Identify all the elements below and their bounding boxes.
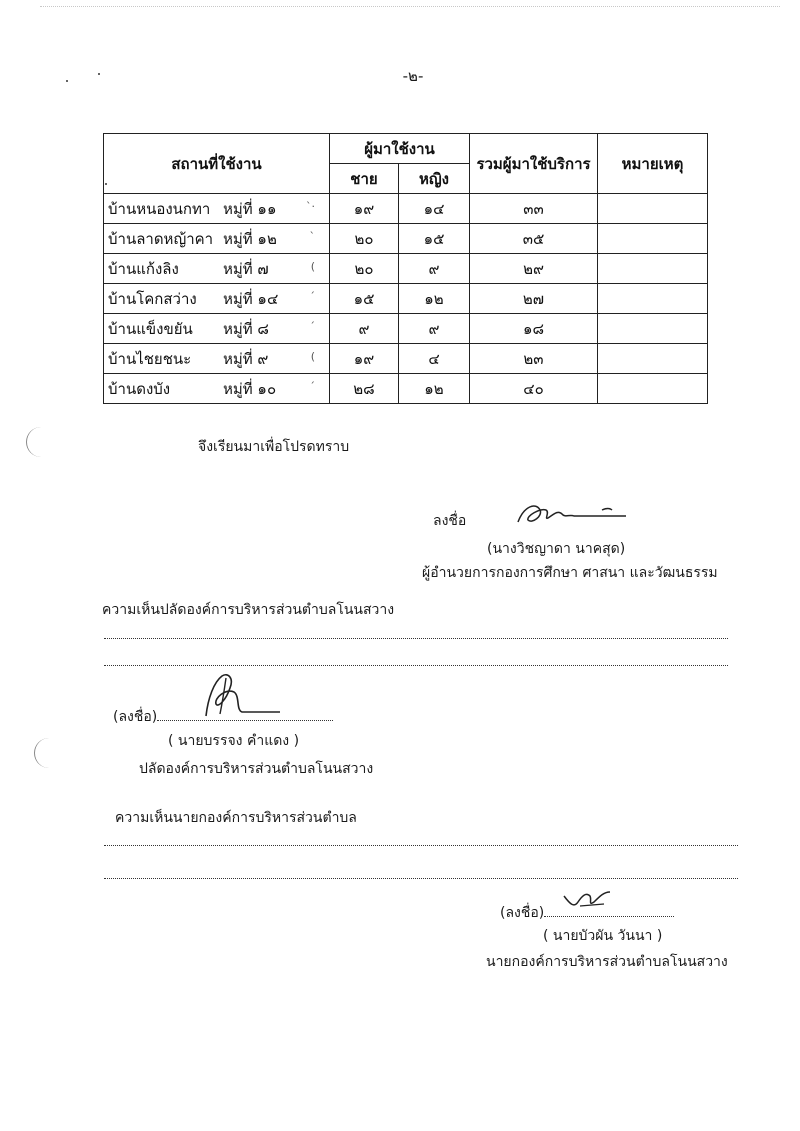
table-row	[104, 314, 708, 344]
closing-text: จึงเรียนมาเพื่อโปรดทราบ	[198, 439, 350, 455]
header-place: สถานที่ใช้งาน	[104, 134, 330, 194]
signature-label: (ลงชื่อ)	[500, 905, 545, 921]
male-count: ๒๐	[330, 254, 399, 284]
place-name: บ้านดงบัง	[108, 379, 171, 398]
signer-position: ปลัดองค์การบริหารส่วนตำบลโนนสวาง	[139, 761, 374, 777]
male-count: ๑๙	[330, 194, 399, 224]
village-number: หมู่ที่ ๑๐	[223, 379, 277, 398]
check-mark: (	[310, 350, 315, 363]
dotted-line	[104, 665, 728, 666]
village-number: หมู่ที่ ๗	[223, 259, 269, 278]
place-name: บ้านแข็งขยัน	[108, 319, 193, 338]
female-count: ๙	[399, 314, 470, 344]
female-count: ๔	[399, 344, 470, 374]
remark-cell	[598, 284, 708, 314]
female-count: ๑๕	[399, 224, 470, 254]
place-name: บ้านหนองนกทา	[108, 199, 211, 218]
female-count: ๑๒	[399, 284, 470, 314]
page-number: -๒-	[402, 67, 424, 85]
total-count: ๑๘	[470, 314, 598, 344]
signer-position: นายกองค์การบริหารส่วนตำบลโนนสวาง	[486, 954, 728, 970]
remark-cell	[598, 254, 708, 284]
signature-label: (ลงชื่อ)	[113, 709, 158, 725]
usage-table	[103, 133, 708, 404]
male-count: ๒๘	[330, 374, 399, 404]
female-count: ๑๔	[399, 194, 470, 224]
male-count: ๑๕	[330, 284, 399, 314]
check-mark: ´	[309, 380, 315, 393]
header-male: ชาย	[330, 164, 399, 194]
remark-cell	[598, 344, 708, 374]
opinion-heading: ความเห็นปลัดองค์การบริหารส่วนตำบลโนนสวาง	[102, 602, 395, 618]
signer-name: ( นายบรรจง คำแดง )	[168, 733, 300, 749]
remark-cell	[598, 314, 708, 344]
total-count: ๒๗	[470, 284, 598, 314]
scan-edge	[40, 6, 780, 7]
total-count: ๒๓	[470, 344, 598, 374]
signer-name: (นางวิชญาดา นาคสุด)	[487, 541, 626, 557]
male-count: ๑๙	[330, 344, 399, 374]
header-remark: หมายเหตุ	[598, 134, 708, 194]
dotted-line	[104, 845, 738, 846]
check-mark: (	[310, 260, 315, 273]
signature-label: ลงชื่อ	[433, 513, 467, 529]
place-name: บ้านไชยชนะ	[108, 349, 192, 368]
table-row	[104, 224, 708, 254]
check-mark: `	[309, 230, 315, 243]
opinion-heading: ความเห็นนายกองค์การบริหารส่วนตำบล	[115, 810, 357, 826]
check-mark: ´	[309, 290, 315, 303]
header-female: หญิง	[399, 164, 470, 194]
village-number: หมู่ที่ ๑๔	[223, 289, 279, 308]
total-count: ๓๕	[470, 224, 598, 254]
check-mark: ´	[309, 320, 315, 333]
place-name: บ้านลาดหญ้าคา	[108, 229, 214, 248]
dotted-line	[104, 878, 738, 879]
table-row	[104, 254, 708, 284]
place-name: บ้านโคกสว่าง	[108, 289, 197, 308]
village-number: หมู่ที่ ๙	[223, 349, 269, 368]
table-row	[104, 374, 708, 404]
header-users: ผู้มาใช้งาน	[330, 134, 470, 164]
male-count: ๙	[330, 314, 399, 344]
total-count: ๔๐	[470, 374, 598, 404]
village-number: หมู่ที่ ๘	[223, 319, 270, 338]
table-row	[104, 284, 708, 314]
handwritten-signature	[196, 668, 286, 720]
remark-cell	[598, 224, 708, 254]
signer-position: ผู้อำนวยการกองการศึกษา ศาสนา และวัฒนธรรม	[422, 565, 718, 581]
check-mark: `·	[306, 200, 315, 213]
village-number: หมู่ที่ ๑๑	[223, 199, 277, 218]
village-number: หมู่ที่ ๑๒	[223, 229, 277, 248]
handwritten-signature	[560, 886, 620, 912]
remark-cell	[598, 374, 708, 404]
header-total: รวมผู้มาใช้บริการ	[470, 134, 598, 194]
punch-hole-mark	[34, 738, 51, 768]
table-row	[104, 194, 708, 224]
total-count: ๒๙	[470, 254, 598, 284]
female-count: ๑๒	[399, 374, 470, 404]
signer-name: ( นายบัวผัน วันนา )	[543, 928, 663, 944]
place-name: บ้านแก้งลิง	[108, 259, 179, 278]
handwritten-signature	[510, 496, 640, 532]
total-count: ๓๓	[470, 194, 598, 224]
remark-cell	[598, 194, 708, 224]
punch-hole-mark	[26, 427, 43, 457]
dotted-line	[104, 638, 728, 639]
male-count: ๒๐	[330, 224, 399, 254]
female-count: ๙	[399, 254, 470, 284]
table-row	[104, 344, 708, 374]
